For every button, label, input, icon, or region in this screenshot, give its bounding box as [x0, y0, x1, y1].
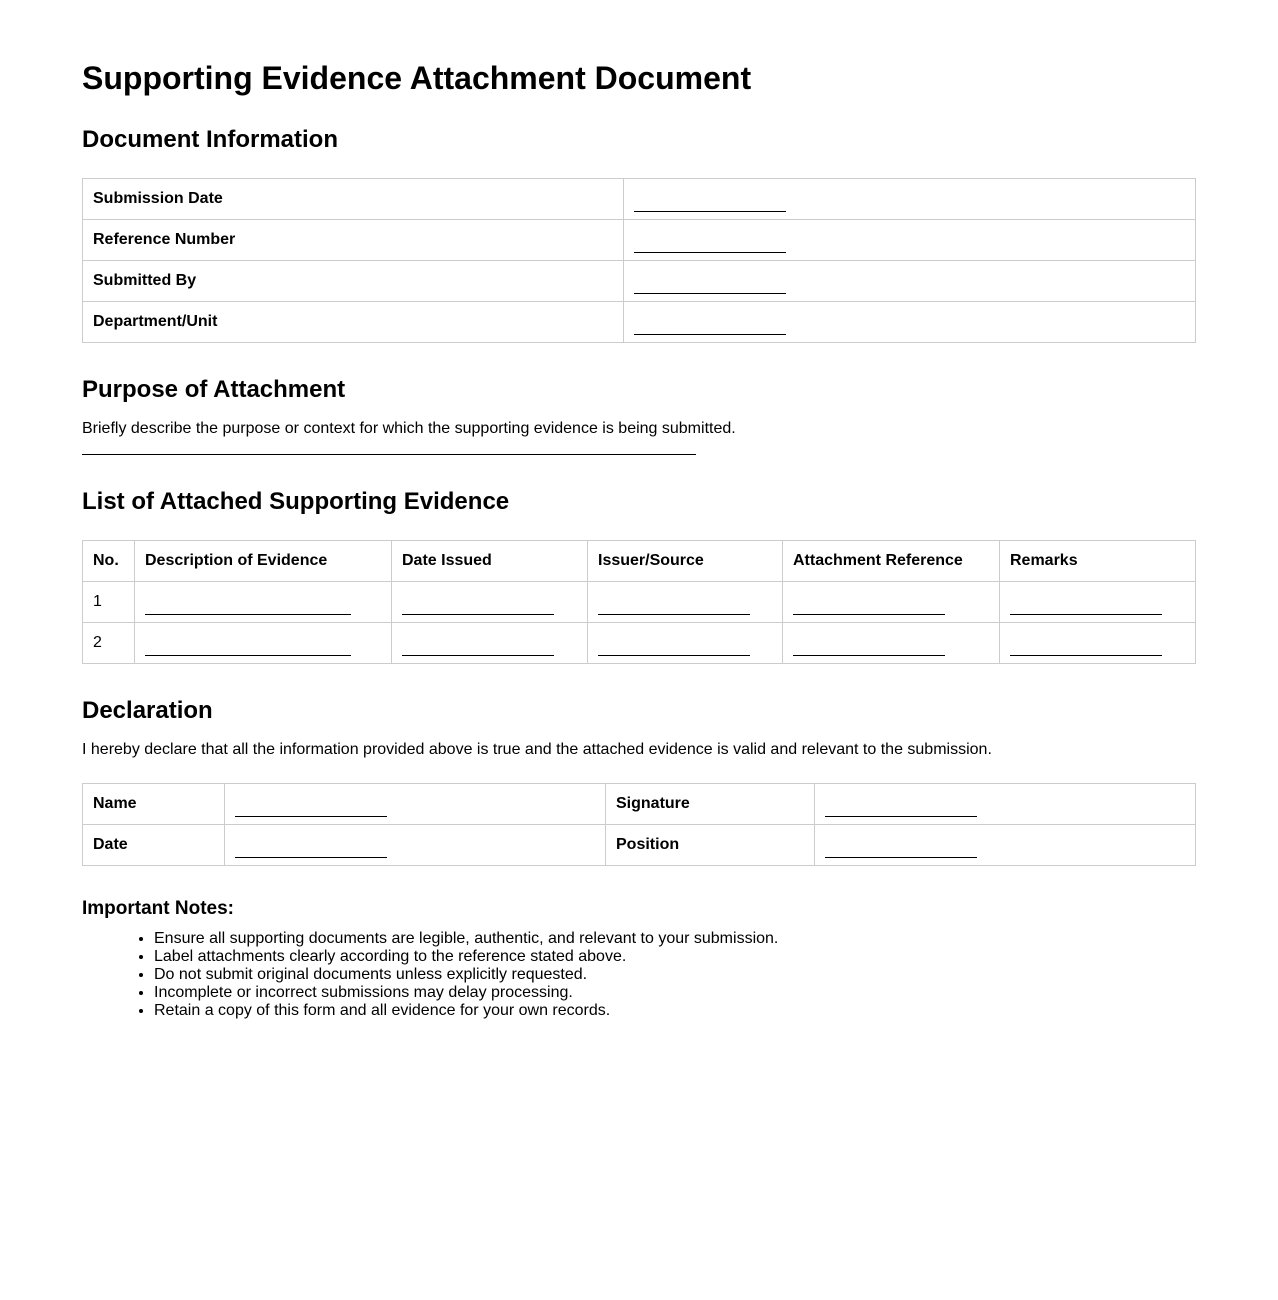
column-header-attachment-reference: Attachment Reference [783, 541, 1000, 582]
issuer-source-field[interactable] [598, 655, 750, 656]
table-row [83, 261, 1196, 302]
name-label: Name [83, 784, 225, 825]
attachment-reference-field[interactable] [793, 614, 945, 615]
submitted-by-label: Submitted By [83, 261, 624, 302]
row-number: 1 [83, 582, 135, 623]
submission-date-label: Submission Date [83, 179, 624, 220]
evidence-heading: List of Attached Supporting Evidence [82, 488, 510, 515]
column-header-date-issued: Date Issued [392, 541, 588, 582]
department-unit-label: Department/Unit [83, 302, 624, 343]
date-issued-field[interactable] [402, 614, 554, 615]
column-header-issuer-source: Issuer/Source [588, 541, 783, 582]
attachment-reference-field[interactable] [793, 655, 945, 656]
remarks-field[interactable] [1010, 655, 1162, 656]
list-item: • Label attachments clearly according to the reference stated above. [154, 948, 778, 966]
signature-label: Signature [606, 784, 815, 825]
list-item: • Ensure all supporting documents are legible, authentic, and relevant to your submission. [154, 930, 778, 948]
remarks-field[interactable] [1010, 614, 1162, 615]
position-field[interactable] [825, 857, 977, 858]
position-label: Position [606, 825, 815, 866]
reference-number-label: Reference Number [83, 220, 624, 261]
signature-field[interactable] [825, 816, 977, 817]
table-row [83, 179, 1196, 220]
table-row [83, 623, 1196, 664]
date-issued-field[interactable] [402, 655, 554, 656]
table-row [83, 582, 1196, 623]
declaration-table [82, 783, 1196, 866]
date-field[interactable] [235, 857, 387, 858]
column-header-remarks: Remarks [1000, 541, 1196, 582]
submission-date-field[interactable] [634, 211, 786, 212]
column-header-no: No. [83, 541, 135, 582]
table-header-row [83, 541, 1196, 582]
description-field[interactable] [145, 614, 351, 615]
purpose-heading: Purpose of Attachment [82, 376, 346, 403]
page-title: Supporting Evidence Attachment Document [82, 60, 752, 96]
table-row [83, 302, 1196, 343]
row-number: 2 [83, 623, 135, 664]
document-information-heading: Document Information [82, 126, 338, 153]
reference-number-field[interactable] [634, 252, 786, 253]
notes-heading: Important Notes: [82, 898, 234, 919]
purpose-description: Briefly describe the purpose or context for which the supporting evidence is being submitted. [82, 420, 736, 437]
submitted-by-field[interactable] [634, 293, 786, 294]
column-header-description: Description of Evidence [135, 541, 392, 582]
issuer-source-field[interactable] [598, 614, 750, 615]
list-item: • Incomplete or incorrect submissions may delay processing. [154, 984, 778, 1002]
description-field[interactable] [145, 655, 351, 656]
list-item: • Do not submit original documents unless explicitly requested. [154, 966, 778, 984]
notes-list [82, 930, 778, 1020]
declaration-text: I hereby declare that all the information provided above is true and the attached evidence is valid and relevant to the submission. [82, 741, 992, 758]
purpose-input-line[interactable] [82, 454, 696, 455]
document-information-table [82, 178, 1196, 343]
date-label: Date [83, 825, 225, 866]
name-field[interactable] [235, 816, 387, 817]
table-row [83, 825, 1196, 866]
table-row [83, 784, 1196, 825]
evidence-table [82, 540, 1196, 664]
list-item: • Retain a copy of this form and all evidence for your own records. [154, 1002, 778, 1020]
declaration-heading: Declaration [82, 697, 213, 724]
table-row [83, 220, 1196, 261]
department-unit-field[interactable] [634, 334, 786, 335]
